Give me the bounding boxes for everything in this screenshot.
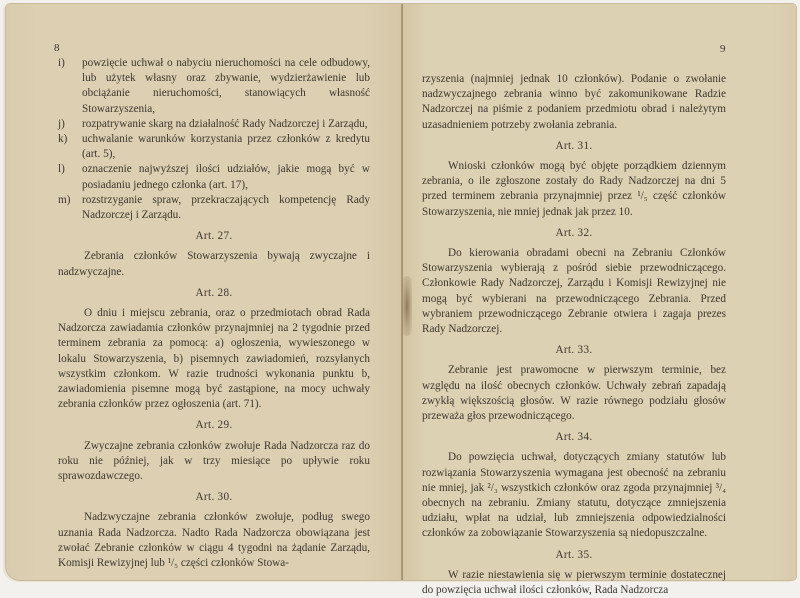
article-body: Zwyczajne zebrania członków zwołuje Rada Nadzorcza raz do roku nie później, jak w trzy miesiące po upływie roku sprawozdawczego. [58, 439, 370, 483]
article-heading: Art. 30. [195, 491, 233, 504]
article-heading: Art. 28. [195, 286, 233, 299]
article-body: W razie niestawienia się w pierwszym terminie dostatecznej do powzięcia uchwał ilości członków, Rada Nadzorcza [422, 568, 726, 597]
article-body: O dniu i miejscu zebrania, oraz o przedmiotach obrad Rada Nadzorcza zawiadamia członków przynajmniej na 2 tygodnie przed terminem zebrania za pomocą: a) ogłoszenia, wywieszonego w lokalu Stowarzyszenia, b) pisemnych zawiadomień, rozsyłanych wszystkim członkom. W razie trudności wykonania punktu b, zawiadomienia pisemne mogą być zastąpione, na mocy uchwały zebrania członków przez ogłoszenia (art. 71). [58, 307, 370, 411]
article-heading: Art. 34. [555, 431, 593, 444]
page-number-right: 9 [720, 43, 726, 55]
article-body: Do kierowania obradami obecni na Zebraniu Członków Stowarzyszenia wybierają z pośród siebie przewodniczącego. Członkowie Rady Nadzorczej, Zarządu i Komisji Rewizyjnej nie mogą być wybierani na przewodniczącego Zebrania. Przed wybraniem przewodniczącego Zebranie otwiera i zagaja prezes Rady Nadzorczej. [422, 247, 726, 336]
article-body: Wnioski członków mogą być objęte porządkiem dziennym zebrania, o ile zgłoszone zostały do Rady Nadzorczej na dni 5 przed terminem zebrania przynajmniej przez ¹/₅ część członków Stowarzyszenia, nie mniej jednak jak przez 10. [422, 160, 726, 218]
article-heading: Art. 35. [555, 548, 593, 561]
page-number-left: 8 [54, 42, 60, 54]
right-page [402, 4, 796, 597]
article-heading: Art. 31. [555, 139, 593, 152]
article-body: Zebranie jest prawomocne w pierwszym terminie, bez względu na ilość obecnych członków. Uchwały zebrań zapadają zwykłą większością głosów. W razie równego podziału głosów przeważa głos przewodniczącego. [422, 364, 726, 423]
right-page-text [422, 72, 726, 598]
article-heading: Art. 29. [195, 419, 233, 432]
article-body: Do powzięcia uchwał, dotyczących zmiany statutów lub rozwiązania Stowarzyszenia wymagana jest obecność na zebraniu nie mniej, jak ²/₃ wszystkich członków oraz zgoda przynajmniej ³/₄ obecnych na zebraniu. Zmiany statutu, dotyczące zmniejszenia udziału, wpłat na udział, lub zmniejszenia odpowiedzialności członków za zobowiązanie Stowarzyszenia są niedopuszczalne. [422, 451, 726, 540]
book-spread [6, 4, 796, 597]
article-heading: Art. 33. [555, 344, 593, 357]
list-item-m: m) rozstrzyganie spraw, przekraczających kompetencję Rady Nadzorczej i Zarządu. [58, 193, 370, 222]
article-body: Nadzwyczajne zebrania członków zwołuje, podług swego uznania Rada Nadzorcza. Nadto Rada Nadzorcza obowiązana jest zwołać Zebranie członków w ciągu 4 tygodni na żądanie Zarządu, Komisji Rewizyjnej lub ¹/₅ części członków Stowa- [58, 511, 370, 570]
article-body: Zebrania członków Stowarzyszenia bywają zwyczajne i nadzwyczajne. [58, 250, 370, 278]
list-item-k: k) uchwalanie warunków korzystania przez członków z kredytu (art. 5), [58, 133, 370, 161]
list-item-l: l) oznaczenie najwyższej ilości udziałów, jakie mogą być w posiadaniu jednego członka (art. 17), [58, 163, 370, 191]
article-heading: Art. 32. [555, 226, 593, 239]
article-heading: Art. 27. [195, 230, 233, 243]
list-item-i: i) powzięcie uchwał o nabyciu nieruchomości na cele odbudowy, lub użytek własny oraz zbywanie, wydzierżawienie lub obciążanie nieruchomości, stanowiących własność Stowarzyszenia, [58, 57, 370, 115]
continuation-text: rzyszenia (najmniej jednak 10 członków). Podanie o zwołanie nadzwyczajnego zebrania winno być zakomunikowane Radzie Nadzorczej na piśmie z podaniem przedmiotu obrad i należytym uzasadnieniem potrzeby zwołania zebrania. [422, 73, 726, 131]
left-page [6, 4, 402, 580]
list-item-j: j) rozpatrywanie skarg na działalność Rady Nadzorczej i Zarządu, [58, 117, 368, 130]
binding-stain [402, 276, 412, 336]
left-page-text [58, 56, 370, 571]
